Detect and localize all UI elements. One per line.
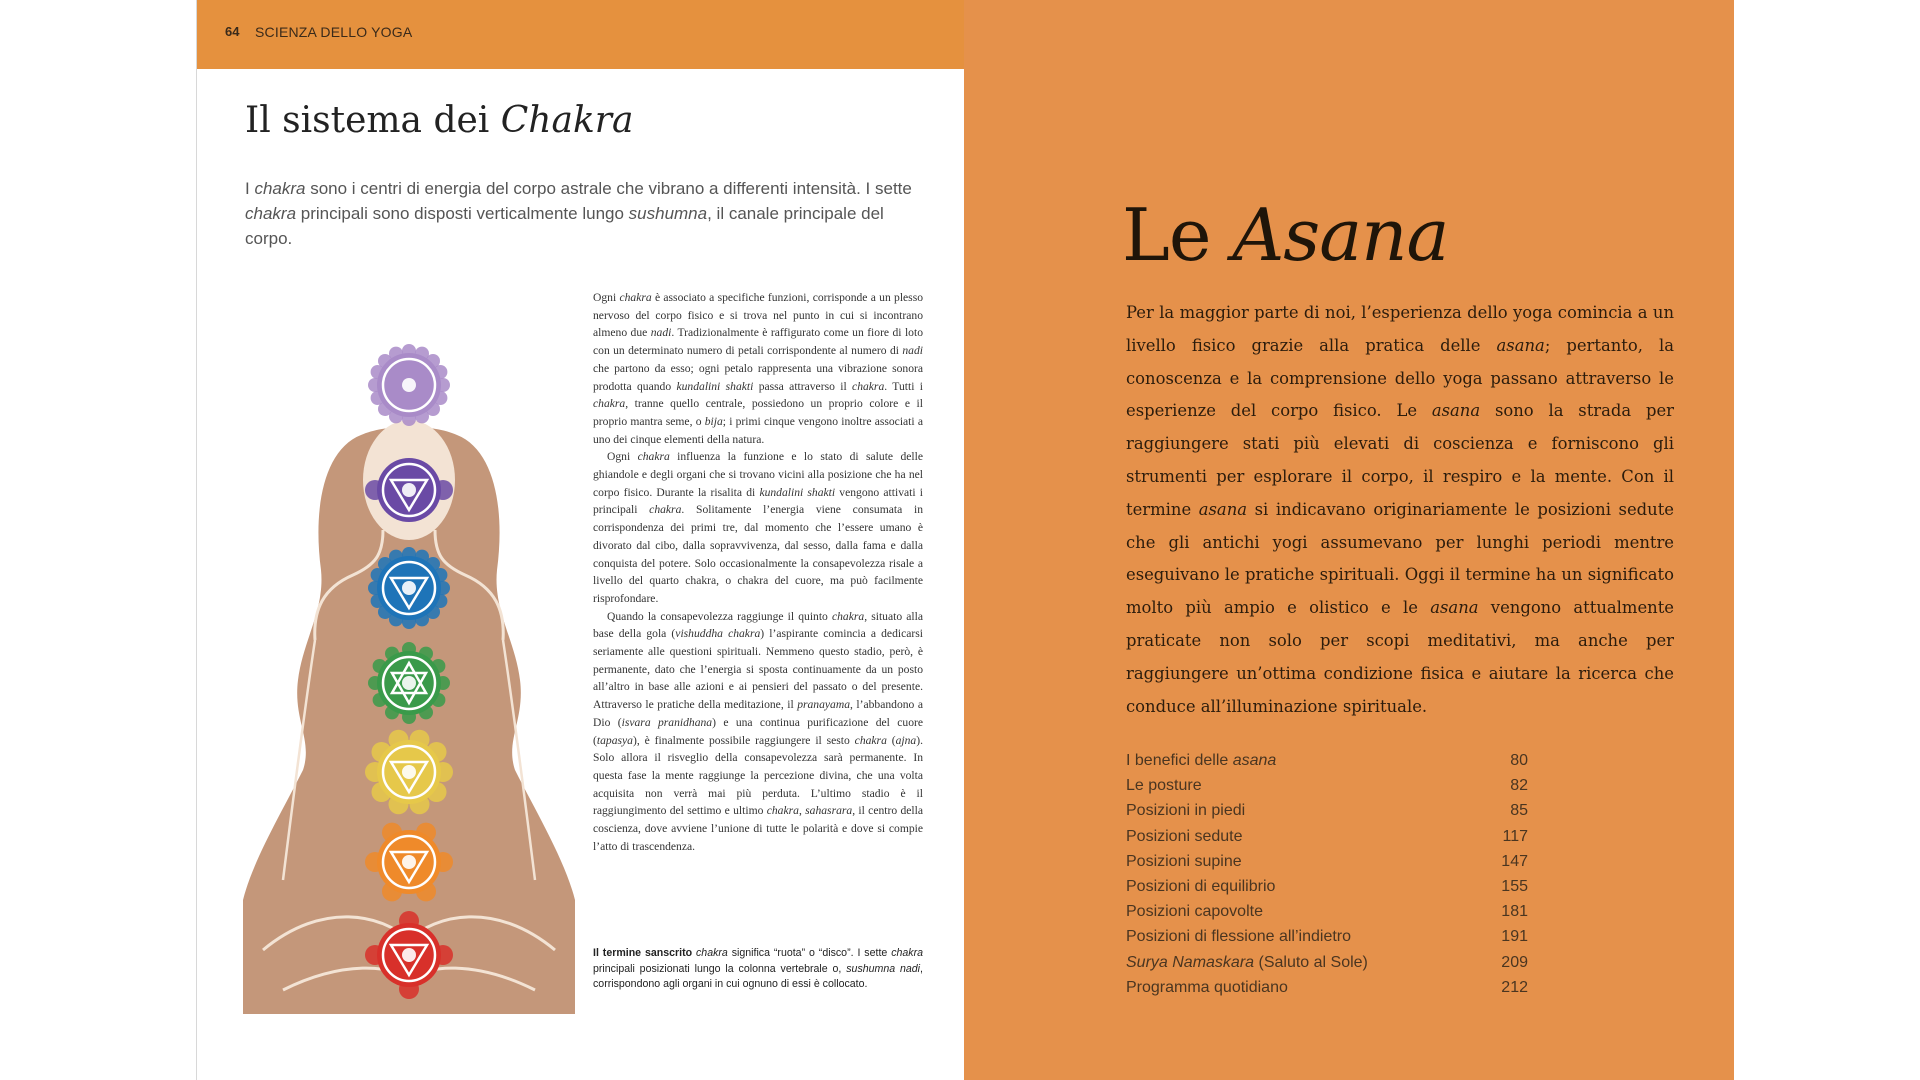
toc-entry xyxy=(1126,748,1528,773)
section-title xyxy=(1122,193,1448,277)
title-text: Il sistema dei xyxy=(245,100,501,141)
body-paragraph: Ogni chakra influenza la funzione e lo stato di salute delle ghiandole e degli organi che si trovano vicini alla posizione che ha nel corpo fisico. Durante la risalita di kundalini shakti vengono attivati i principali chakra. Solitamente l’energia viene consumata in corrispondenza dei primi tre, dal momento che l’essere umano è divorato dal cibo, dalla sopravvivenza, dal sesso, dalla fama e dalla conquista del potere. Solo occasionalmente la consapevolezza risale a livello del quarto chakra, o chakra del cuore, ma può facilmente risprofondare. xyxy=(593,450,924,605)
toc-page-number: 212 xyxy=(1501,978,1528,996)
page-title xyxy=(245,100,633,141)
toc-entry xyxy=(1126,975,1528,1000)
toc-page-number: 80 xyxy=(1510,752,1528,769)
toc-entry xyxy=(1126,798,1528,823)
chakra-vishuddha-icon xyxy=(368,547,450,629)
toc-page-number: 181 xyxy=(1501,903,1528,921)
section-title-text: Le xyxy=(1122,193,1233,277)
toc-label: Surya Namaskara (Saluto al Sole) xyxy=(1126,953,1368,971)
page-number: 64 xyxy=(225,24,240,39)
toc-page-number: 147 xyxy=(1501,852,1528,870)
toc-page-number: 155 xyxy=(1501,878,1528,896)
toc-entry xyxy=(1126,773,1528,798)
toc-label: Posizioni capovolte xyxy=(1126,903,1263,921)
toc-label: I benefici delle asana xyxy=(1126,752,1277,769)
toc-entry xyxy=(1126,950,1528,975)
toc-label: Programma quotidiano xyxy=(1126,978,1288,996)
intro-paragraph: I chakra sono i centri di energia del corpo astrale che vibrano a differenti intensità. I sette chakra principali sono disposti verticalmente lungo sushumna, il canale principale del corpo. xyxy=(245,179,912,248)
toc-label: Posizioni sedute xyxy=(1126,827,1243,845)
toc-entry xyxy=(1126,899,1528,924)
book-spread xyxy=(196,0,1734,1080)
figure-caption: Il termine sanscrito chakra significa “ruota” o “disco”. I sette chakra principali posizionati lungo la colonna vertebrale o, sushumna nadi, corrispondono agli organi in cui ognuno di essi è collocato. xyxy=(593,947,923,991)
toc-label: Posizioni supine xyxy=(1126,852,1242,870)
right-page xyxy=(964,0,1734,1080)
left-page xyxy=(196,0,965,1080)
toc-entry xyxy=(1126,824,1528,849)
body-paragraph: Ogni chakra è associato a specifiche funzioni, corrisponde a un plesso nervoso del corpo fisico e si trova nel punto in cui si incontrano almeno due nadi. Tradizionalmente è raffigurato come un fiore di loto con un determinato numero di petali corrispondente al numero di nadi che partono da esso; ogni petalo rappresenta una vibrazione sonora prodotta quando kundalini shakti passa attraverso il chakra. Tutti i chakra, tranne quello centrale, possiedono un proprio colore e il proprio mantra seme, o bija; i primi cinque vengono inoltre associati a uno dei cinque elementi della natura. xyxy=(593,291,924,446)
section-title-emphasis: Asana xyxy=(1232,193,1449,277)
chakra-sahasrara-icon xyxy=(368,344,450,426)
chakra-figure xyxy=(243,340,575,1014)
toc-page-number: 191 xyxy=(1501,928,1528,946)
section-intro: Per la maggior parte di noi, l’esperienza dello yoga comincia a un livello fisico grazie alla pratica delle asana; pertanto, la conoscenza e la comprensione dello yoga passano attraverso le esperienze del corpo fisico. Le asana sono la strada per raggiungere stati più elevati di coscienza e forniscono gli strumenti per esplorare il corpo, il respiro e la mente. Con il termine asana si indicavano originariamente le posizioni sedute che gli antichi yogi assumevano per lunghi periodi mentre eseguivano le pratiche spirituali. Oggi il termine ha un significato molto più ampio e olistico e le asana vengono attualmente praticate non solo per scopi meditativi, ma anche per raggiungere un’ottima condizione fisica e aiutare la ricerca che conduce all’illuminazione spirituale. xyxy=(1126,303,1674,716)
toc-page-number: 117 xyxy=(1502,827,1528,845)
toc-label: Le posture xyxy=(1126,777,1202,795)
toc-page-number: 209 xyxy=(1501,953,1528,971)
title-emphasis: Chakra xyxy=(500,100,634,141)
toc-page-number: 82 xyxy=(1510,777,1528,795)
body-text xyxy=(593,289,923,856)
toc-label: Posizioni in piedi xyxy=(1126,802,1246,820)
header-band xyxy=(197,0,965,69)
running-head: SCIENZA DELLO YOGA xyxy=(255,24,413,40)
toc-entry xyxy=(1126,849,1528,874)
body-paragraph: Quando la consapevolezza raggiunge il quinto chakra, situato alla base della gola (vishuddha chakra) l’aspirante comincia a dedicarsi seriamente alle questioni spirituali. Nemmeno questo stadio, però, è permanente, dato che l’energia si sposta continuamente da un posto all’altro in base alle azioni e ai pensieri del passato o del presente. Attraverso le pratiche della meditazione, il pranayama, l’abbandono a Dio (isvara pranidhana) e una continua purificazione del cuore (tapasya), è finalmente possibile raggiungere il sesto chakra (ajna). Solo allora il risveglio della consapevolezza sarà permanente. In questa fase la mente raggiunge la percezione divina, che una volta acquisita non verrà mai più perduta. L’ultimo stadio è il raggiungimento del settimo e ultimo chakra, sahasrara, il centro della coscienza, dove avviene l’unione di tutte le polarità e dove si compie l’atto di trascendenza. xyxy=(593,609,924,853)
toc-entry xyxy=(1126,924,1528,949)
table-of-contents xyxy=(1126,748,1528,1000)
toc-page-number: 85 xyxy=(1510,802,1528,820)
toc-label: Posizioni di flessione all’indietro xyxy=(1126,928,1352,946)
toc-entry xyxy=(1126,874,1528,899)
toc-label: Posizioni di equilibrio xyxy=(1126,878,1276,896)
